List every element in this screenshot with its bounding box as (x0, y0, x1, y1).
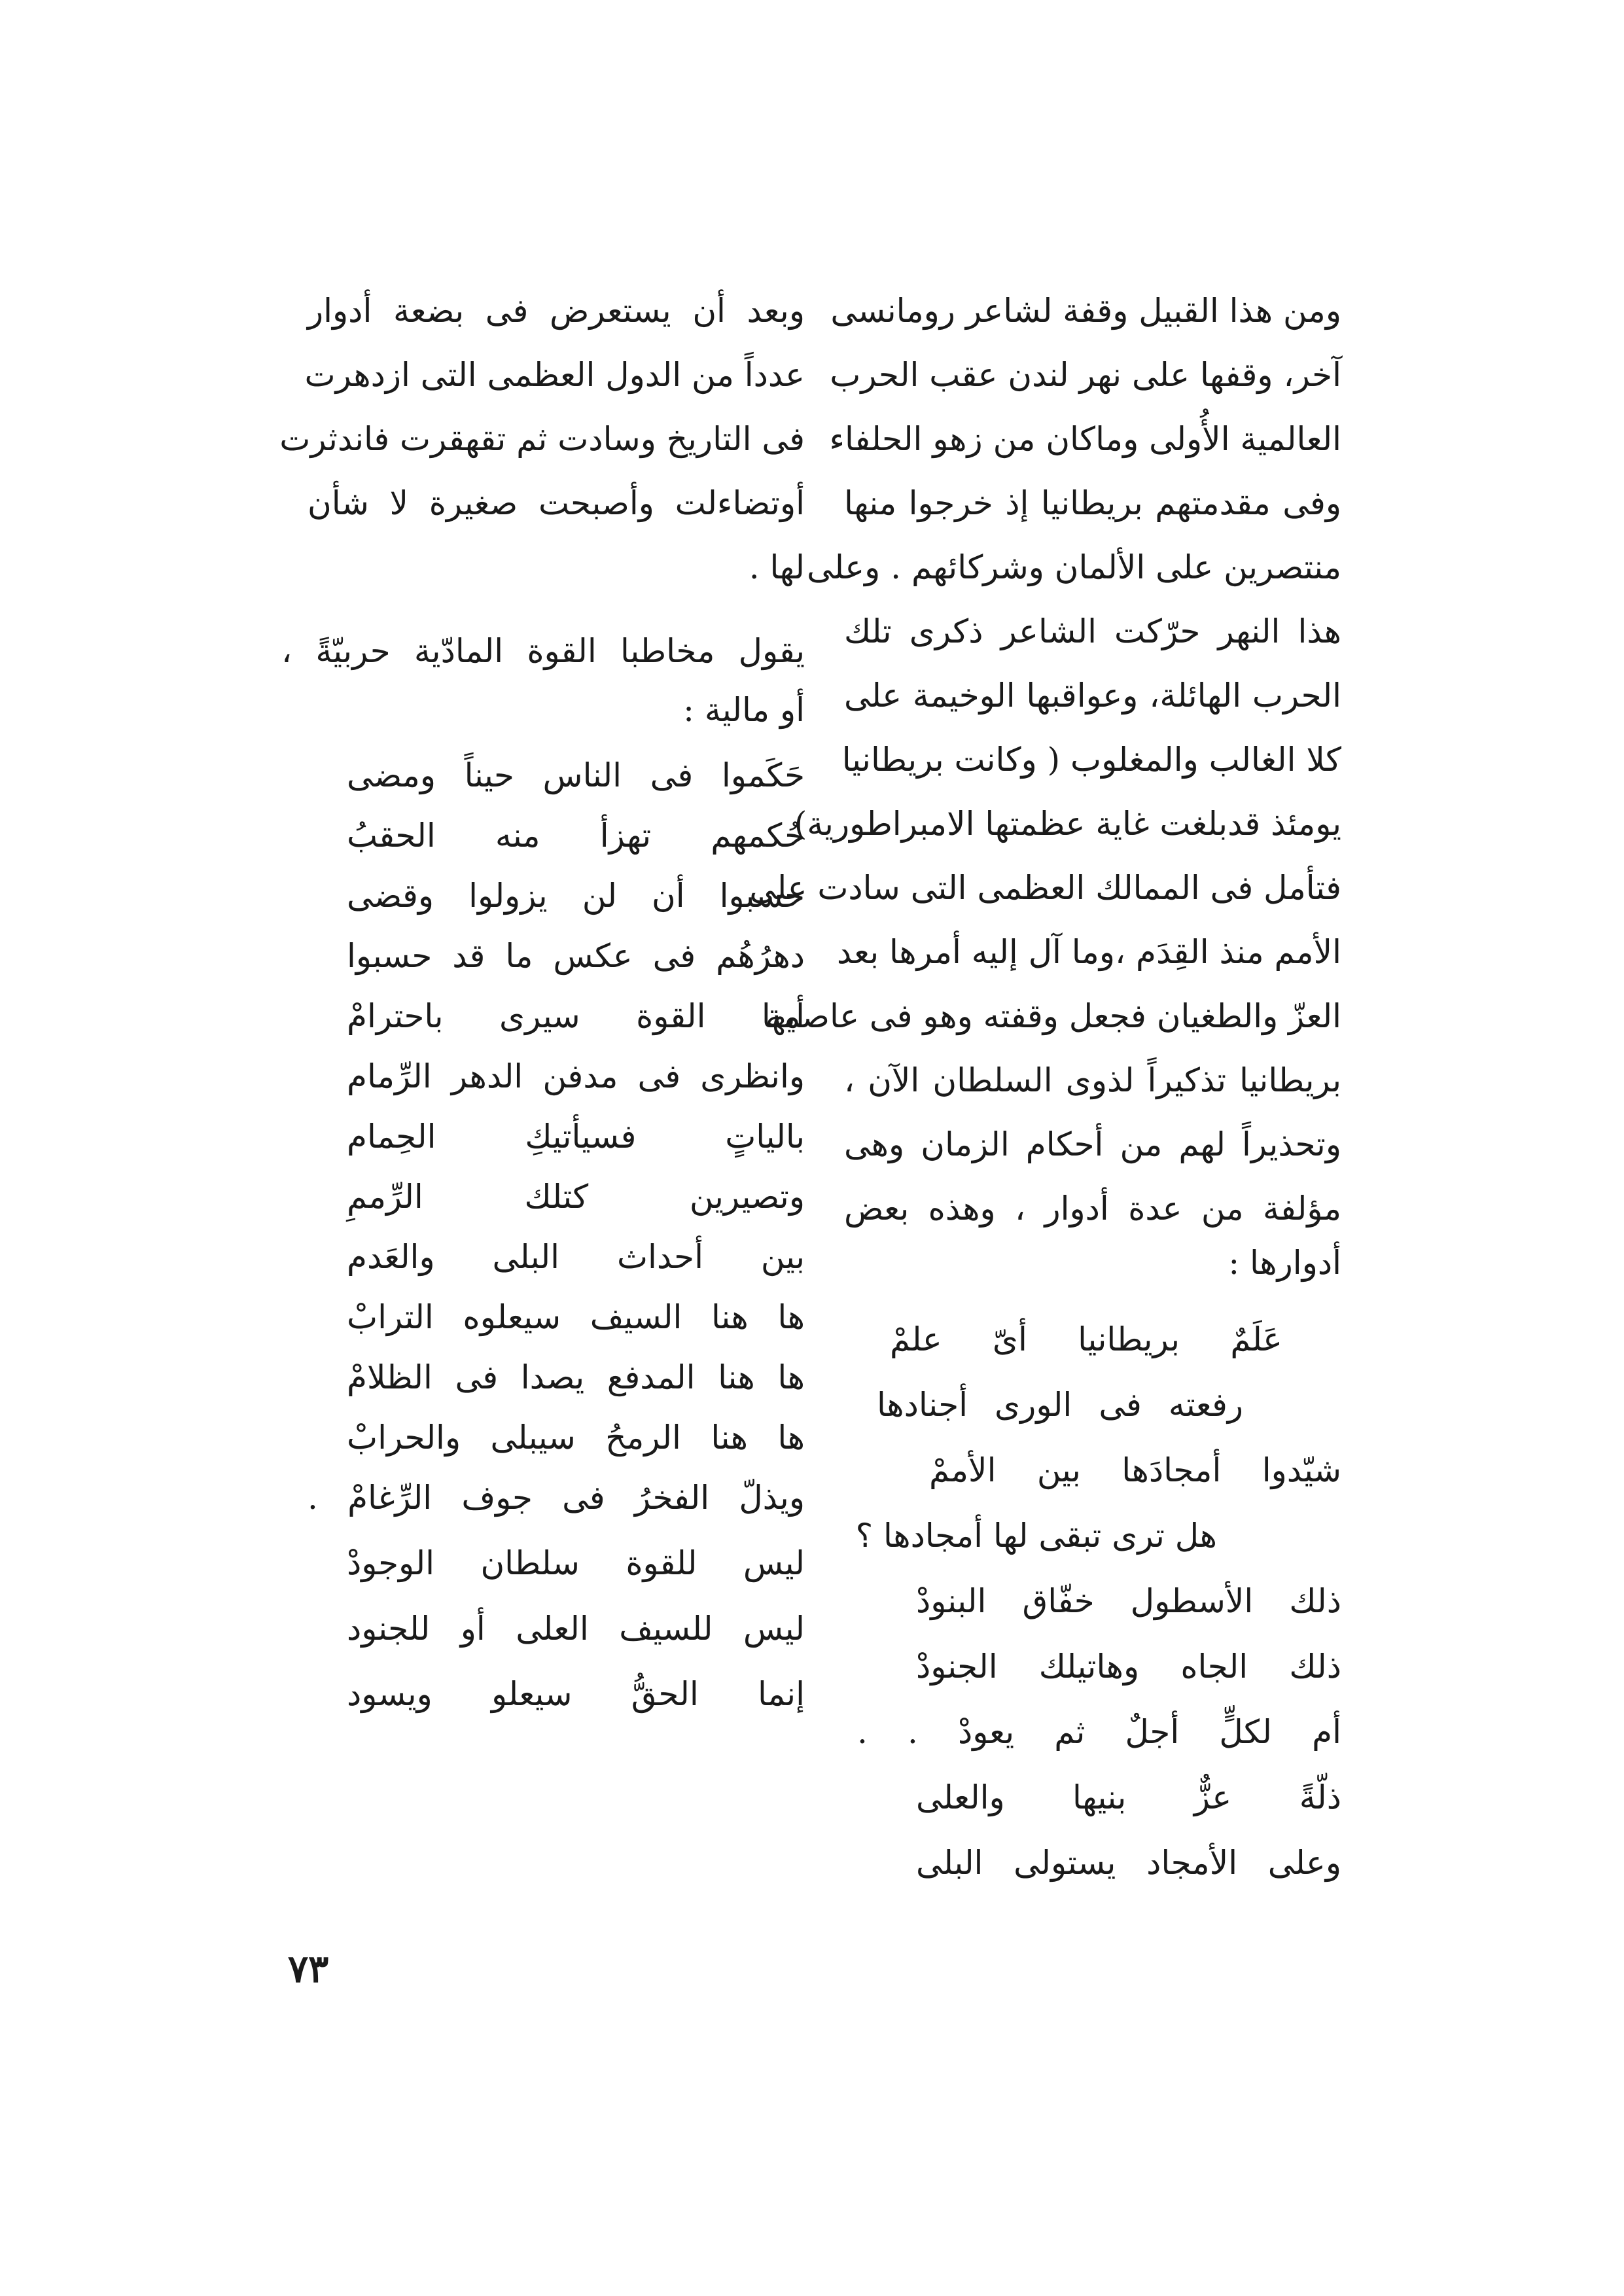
prose-line: فتأمل فى الممالك العظمى التى سادت على (749, 869, 1341, 907)
verse-line: شيّدوا أمجادَها بين الأممْ (929, 1451, 1341, 1489)
verse-line: ذلّةً عزٌّ بنيها والعلى (916, 1778, 1341, 1816)
verse-line: بالياتٍ فسيأتيكِ الحِمام (347, 1118, 805, 1156)
prose-line: ومن هذا القبيل وقفة لشاعر رومانسى (830, 292, 1341, 330)
prose-line: فى التاريخ وسادت ثم تقهقرت فاندثرت (279, 420, 805, 458)
prose-line: وبعد أن يستعرض فى بضعة أدوار (308, 292, 805, 330)
verse-line: ذلك الجاه وهاتيلك الجنودْ (916, 1648, 1341, 1686)
prose-line: يقول مخاطبا القوة المادّية حربيّةً ، (281, 632, 805, 670)
right-column (749, 288, 1341, 1950)
prose-line: العزّ والطغيان فجعل وقفته وهو فى عاصمة (765, 997, 1341, 1035)
verse-line: وعلى الأمجاد يستولى البلى (916, 1844, 1341, 1882)
verse-line: حُكمهم تهزأ منه الحقبُ (347, 817, 805, 855)
prose-line: أوتضاءلت وأصبحت صغيرة لا شأن (308, 484, 805, 522)
verse-line: بين أحداث البلى والعَدم (347, 1238, 805, 1276)
verse-line: ذلك الأسطول خفّاق البنودْ (916, 1582, 1341, 1620)
verse-line: حَكَموا فى الناس حيناً ومضى (347, 756, 805, 794)
prose-line: العالمية الأُولى وماكان من زهو الحلفاء (829, 420, 1341, 458)
prose-line: كلا الغالب والمغلوب ( وكانت بريطانيا (841, 741, 1341, 779)
prose-line: الحرب الهائلة، وعواقبها الوخيمة على (844, 677, 1341, 715)
verse-line: إنما الحقُّ سيعلو ويسود (347, 1675, 805, 1713)
prose-line: مؤلفة من عدة أدوار ، وهذه بعض (844, 1190, 1341, 1227)
prose-line: منتصرين على الألمان وشركائهم . وعلى (807, 548, 1341, 586)
page-number: ٧٣ (288, 1947, 329, 1991)
verse-line: ليس للسيف العلى أو للجنود (347, 1610, 805, 1648)
verse-line: حسبوا أن لن يزولوا وقضى (347, 877, 805, 915)
prose-line: وفى مقدمتهم بريطانيا إذ خرجوا منها (844, 484, 1341, 522)
prose-line: آخر، وقفها على نهر لندن عقب الحرب (830, 356, 1341, 394)
verse-line: أم لكلٍّ أجلٌ ثم يعودْ . . (857, 1713, 1341, 1751)
prose-line: عدداً من الدول العظمى التى ازدهرت (304, 356, 805, 394)
prose-line: هذا النهر حرّكت الشاعر ذكرى تلك (844, 612, 1341, 650)
verse-line: ها هنا السيف سيعلوه الترابْ (347, 1298, 805, 1336)
verse-line: ها هنا المدفع يصدا فى الظلامْ (347, 1358, 805, 1396)
prose-line: أدوارها : (1228, 1244, 1341, 1282)
verse-line: وتصيرين كتلك الرِّممِ (347, 1178, 805, 1216)
left-column (281, 288, 805, 1950)
verse-line: عَلَمٌ بريطانيا أىّ علمْ (890, 1320, 1282, 1358)
verse-line: ليس للقوة سلطان الوجودْ (347, 1544, 805, 1582)
prose-line: بريطانيا تذكيراً لذوى السلطان الآن ، (844, 1061, 1341, 1099)
prose-line: لها . (749, 548, 805, 586)
verse-line: رفعته فى الورى أجنادها (877, 1386, 1243, 1424)
prose-line: الأمم منذ القِدَم ،وما آل إليه أمرها بعد (836, 933, 1341, 971)
verse-line: هل ترى تبقى لها أمجادها ؟ (855, 1517, 1217, 1555)
verse-line: دهرُهُم فى عكس ما قد حسبوا (347, 937, 805, 975)
verse-line: ها هنا الرمحُ سيبلى والحرابْ (347, 1419, 805, 1457)
prose-line: وتحذيراً لهم من أحكام الزمان وهى (844, 1125, 1341, 1163)
verse-line: ويذلّ الفخرُ فى جوف الرِّغامْ . (308, 1479, 805, 1517)
verse-line: أيها القوة سيرى باحترامْ (347, 997, 805, 1035)
prose-line: أو مالية : (683, 691, 805, 729)
verse-line: وانظرى فى مدفن الدهر الرِّمام (347, 1057, 805, 1095)
prose-line: يومئذ قدبلغت غاية عظمتها الامبراطورية) (794, 805, 1341, 843)
